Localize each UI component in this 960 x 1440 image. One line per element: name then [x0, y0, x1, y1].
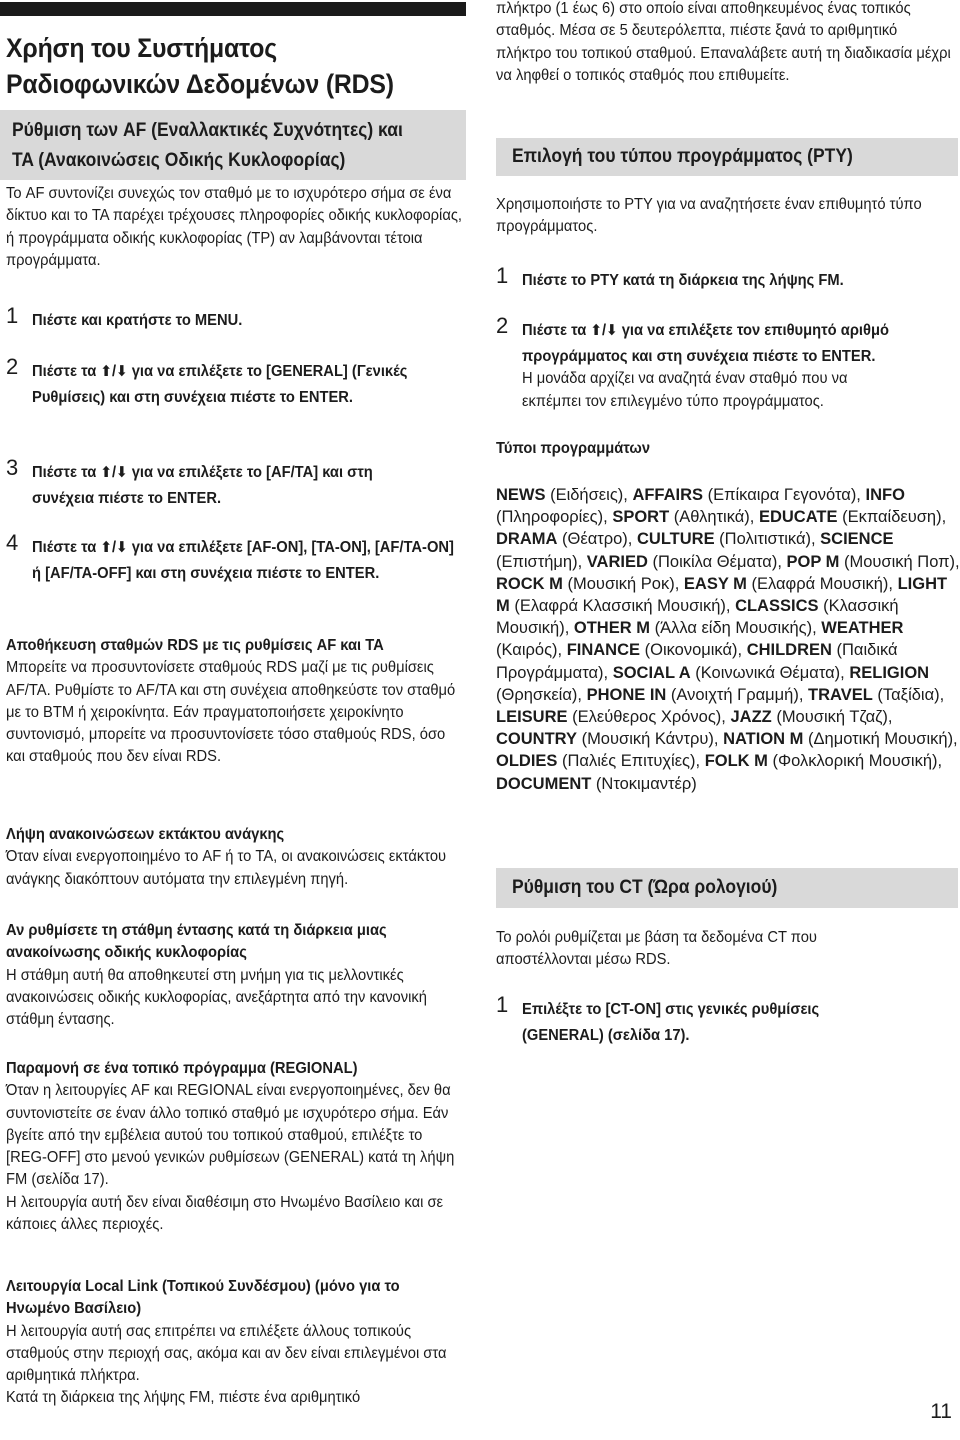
ct-heading-box	[496, 868, 958, 908]
program-type-desc: (Ελαφρά Κλασσική Μουσική),	[509, 597, 736, 616]
program-type-code: NEWS	[496, 486, 546, 504]
regional-section	[6, 1058, 462, 1236]
program-type-code: RELIGION	[849, 663, 930, 682]
program-type-desc: (Μουσική Ροκ),	[562, 574, 684, 593]
program-type-desc: (Παιδικά Προγράμματα),	[496, 641, 898, 682]
step-2-number: 2	[6, 354, 19, 379]
program-type-code: EDUCATE	[758, 508, 838, 527]
program-type-code: VARIED	[586, 552, 648, 571]
pty-intro: Χρησιμοποιήστε το PTY για να αναζητήσετε έναν επιθυμητό τύπο προγράμματος.	[496, 196, 922, 236]
program-type-desc: (Ντοκιμαντέρ)	[591, 774, 697, 793]
program-type-code: OTHER M	[573, 619, 650, 638]
program-type-desc: (Επίκαιρα Γεγονότα),	[703, 486, 866, 504]
program-type-code: FOLK M	[704, 752, 768, 771]
program-type-code: OLDIES	[496, 752, 558, 771]
program-type-code: INFO	[865, 486, 905, 504]
step-4-body: για να επιλέξετε [AF-ON], [TA-ON], [AF/TA-ON] ή [AF/TA-OFF] και στη συνέχεια πιέστε το ENTER.	[32, 539, 454, 582]
step-1-number: 1	[6, 303, 19, 328]
program-type-code: LEISURE	[496, 708, 568, 727]
step-1	[6, 303, 470, 336]
arrow-up-icon: ⬆	[100, 539, 112, 556]
arrow-separator: /	[111, 539, 117, 556]
program-type-desc: (Ποικίλα Θέματα),	[647, 552, 787, 571]
arrow-down-icon: ⬇	[116, 539, 128, 556]
program-type-desc: (Μουσική Ποπ),	[839, 552, 960, 571]
program-type-desc: (Ανοιχτή Γραμμή),	[666, 685, 809, 704]
store-body: Μπορείτε να προσυντονίσετε σταθμούς RDS μαζί με τις ρυθμίσεις AF/TA. Ρυθμίστε το AF/TA και στη συνέχεια αποθηκεύστε τον σταθμό με το BTM ή χειροκίνητα. Εάν πραγματοποιήσετε χειροκίνητο συντονισμό, μπορείτε να προσυντονίσετε τόσο σταθμούς RDS, όσο και σταθμούς που δεν είναι RDS.	[6, 659, 456, 766]
pty-step-2-prefix: Πιέστε τα	[522, 322, 587, 339]
pty-step-2	[496, 313, 960, 416]
program-type-desc: (Πληροφορίες),	[496, 508, 613, 527]
pty-step-1	[496, 263, 960, 296]
header-bar	[0, 2, 466, 16]
ct-step-1-text: Επιλέξτε το [CT-ON] στις γενικές ρυθμίσεις (GENERAL) (σελίδα 17).	[522, 1001, 820, 1044]
program-type-code: PHONE IN	[586, 685, 667, 704]
program-type-desc: (Ελεύθερος Χρόνος),	[567, 708, 731, 727]
program-type-desc: (Παλιές Επιτυχίες),	[557, 752, 705, 771]
program-type-code: COUNTRY	[496, 730, 577, 749]
step-3-prefix: Πιέστε τα	[32, 464, 97, 481]
program-type-desc: (Κλασσική Μουσική),	[496, 597, 899, 638]
regional-heading: Παραμονή σε ένα τοπικό πρόγραμμα (REGIONAL)	[6, 1060, 358, 1077]
program-type-desc: (Εκπαίδευση),	[837, 508, 947, 527]
page-title: Χρήση του Συστήματος Ραδιοφωνικών Δεδομένων (RDS)	[6, 33, 394, 99]
local-link-body: Η λειτουργία αυτή σας επιτρέπει να επιλέξετε άλλους τοπικούς σταθμούς στην περιοχή σας, ακόμα και αν δεν είναι επιλεγμένοι στα αριθμητικά πλήκτρα.	[6, 1322, 447, 1385]
step-3-number: 3	[6, 455, 19, 480]
program-type-code: JAZZ	[730, 708, 772, 727]
pty-step-1-text: Πιέστε το PTY κατά τη διάρκεια της λήψης FM.	[522, 272, 844, 289]
program-type-desc: (Φολκλορική Μουσική),	[767, 752, 943, 771]
program-type-desc: (Άλλα είδη Μουσικής),	[649, 619, 822, 638]
pty-heading: Επιλογή του τύπου προγράμματος (PTY)	[512, 146, 853, 167]
arrow-down-icon: ⬇	[606, 322, 618, 339]
step-3	[6, 455, 470, 512]
step-4-prefix: Πιέστε τα	[32, 539, 97, 556]
arrow-up-icon: ⬆	[590, 322, 602, 339]
ct-intro: Το ρολόι ρυθμίζεται με βάση τα δεδομένα CT που αποστέλλονται μέσω RDS.	[496, 929, 817, 969]
program-type-desc: (Δημοτική Μουσική),	[803, 730, 958, 749]
arrow-separator: /	[601, 322, 607, 339]
af-ta-heading-box	[0, 110, 466, 180]
local-link-section	[6, 1276, 462, 1410]
step-4	[6, 530, 470, 613]
arrow-up-icon: ⬆	[100, 464, 112, 481]
program-types-list	[496, 484, 960, 795]
step-2-prefix: Πιέστε τα	[32, 363, 97, 380]
regional-body-2: Η λειτουργία αυτή δεν είναι διαθέσιμη στο Ηνωμένο Βασίλειο και σε κάποιες άλλες περιοχές.	[6, 1193, 444, 1234]
program-type-code: ROCK M	[496, 574, 563, 593]
pty-step-2-sub: Η μονάδα αρχίζει να αναζητά έναν σταθμό που να εκπέμπει τον επιλεγμένο τύπο προγράμματος.	[522, 370, 848, 410]
program-type-desc: (Ειδήσεις),	[545, 486, 633, 504]
program-type-code: DRAMA	[496, 530, 558, 549]
ct-step-1	[496, 992, 960, 1055]
program-type-desc: (Πολιτιστικά),	[714, 530, 821, 549]
ct-step-1-number: 1	[496, 992, 509, 1017]
program-type-code: SCIENCE	[820, 530, 894, 549]
program-type-code: LIGHT M	[496, 574, 948, 616]
step-1-text: Πιέστε και κρατήστε το MENU.	[32, 312, 243, 329]
volume-body: Η στάθμη αυτή θα αποθηκευτεί στη μνήμη για τις μελλοντικές ανακοινώσεις οδικής κυκλοφορίας, ανεξάρτητα από την κανονική στάθμη έντασης.	[6, 966, 427, 1029]
emergency-body: Όταν είναι ενεργοποιημένο το AF ή το TA, οι ανακοινώσεις εκτάκτου ανάγκης διακόπτουν αυτόματα την επιλεγμένη πηγή.	[6, 848, 447, 888]
pty-heading-box	[496, 138, 958, 176]
pty-step-1-number: 1	[496, 263, 509, 288]
program-type-code: DOCUMENT	[496, 774, 592, 793]
program-type-desc: (Κοινωνικά Θέματα),	[690, 663, 850, 682]
local-link-heading: Λειτουργία Local Link (Τοπικού Συνδέσμου) (μόνο για το Ηνωμένο Βασίλειο)	[6, 1278, 400, 1318]
volume-heading: Αν ρυθμίσετε τη στάθμη έντασης κατά τη διάρκεια μιας ανακοίνωσης οδικής κυκλοφορίας	[6, 922, 387, 962]
step-2	[6, 354, 470, 437]
arrow-down-icon: ⬇	[116, 464, 128, 481]
step-3-text	[32, 460, 391, 511]
step-2-text	[32, 359, 464, 410]
page-number: 11	[930, 1400, 952, 1423]
program-type-code: CHILDREN	[746, 641, 832, 660]
program-type-code: POP M	[786, 552, 840, 571]
pty-step-2-body: για να επιλέξετε τον επιθυμητό αριθμό προγράμματος και στη συνέχεια πιέστε το ENTER.	[522, 322, 889, 365]
pty-step-2-text	[522, 318, 954, 369]
store-heading: Αποθήκευση σταθμών RDS με τις ρυθμίσεις AF και TA	[6, 637, 384, 654]
program-type-desc: (Επιστήμη),	[496, 552, 587, 571]
program-type-code: CLASSICS	[735, 597, 819, 616]
regional-body: Όταν η λειτουργίες AF και REGIONAL είναι ενεργοποιημένες, δεν θα συντονιστείτε σε έναν άλλο τοπικό σταθμό με ισχυρότερο σήμα. Εάν βγείτε από την εμβέλεια αυτού του τοπικού σταθμού, επιλέξτε το [REG-OFF] στο μενού γενικών ρυθμίσεων (GENERAL) κατά τη λήψη FM (σελίδα 17).	[6, 1082, 455, 1189]
program-type-desc: (Θρησκεία),	[496, 685, 587, 704]
program-type-code: TRAVEL	[808, 685, 873, 704]
af-ta-heading: Ρύθμιση των AF (Εναλλακτικές Συχνότητες) και TA (Ανακοινώσεις Οδικής Κυκλοφορίας)	[12, 120, 403, 171]
program-type-desc: (Καιρός),	[496, 641, 567, 660]
arrow-separator: /	[111, 363, 117, 380]
pty-step-2-number: 2	[496, 313, 509, 338]
program-type-code: CULTURE	[636, 530, 715, 549]
program-type-code: SPORT	[612, 508, 670, 527]
arrow-separator: /	[111, 464, 117, 481]
arrow-up-icon: ⬆	[100, 363, 112, 380]
emergency-heading: Λήψη ανακοινώσεων εκτάκτου ανάγκης	[6, 826, 285, 843]
program-type-desc: (Θέατρο),	[557, 530, 637, 549]
volume-section	[6, 920, 462, 1031]
program-type-code: WEATHER	[821, 619, 904, 638]
ct-heading: Ρύθμιση του CT (Ώρα ρολογιού)	[512, 877, 778, 898]
step-4-text	[32, 535, 464, 586]
local-link-continued: πλήκτρο (1 έως 6) στο οποίο είναι αποθηκευμένος ένας τοπικός σταθμός. Μέσα σε 5 δευτερόλεπτα, πιέστε ξανά το αριθμητικό πλήκτρο του τοπικού σταθμού. Επαναλάβετε αυτή τη διαδικασία μέχρι να ληφθεί ο τοπικός σταθμός που επιθυμείτε.	[496, 0, 951, 84]
arrow-down-icon: ⬇	[116, 363, 128, 380]
program-type-desc: (Ελαφρά Μουσική),	[746, 574, 898, 593]
program-type-code: AFFAIRS	[632, 486, 704, 504]
af-ta-intro: Το AF συντονίζει συνεχώς τον σταθμό με το ισχυρότερο σήμα σε ένα δίκτυο και το TA παρέχει τρέχουσες πληροφορίες οδικής κυκλοφορίας, ή προγράμματα οδικής κυκλοφορίας (TP) αν λαμβάνονται τέτοια προγράμματα.	[6, 185, 463, 269]
program-type-desc: (Ταξίδια),	[872, 685, 945, 704]
program-type-desc: (Οικονομικά),	[640, 641, 747, 660]
program-type-code: NATION M	[723, 730, 804, 749]
program-type-desc: (Μουσική Κάντρυ),	[576, 730, 724, 749]
program-type-code: SOCIAL A	[612, 663, 691, 682]
step-4-number: 4	[6, 530, 19, 555]
program-types-heading: Τύποι προγραμμάτων	[496, 440, 651, 457]
program-type-desc: (Αθλητικά),	[669, 508, 759, 527]
local-link-body-2: Κατά τη διάρκεια της λήψης FM, πιέστε ένα αριθμητικό	[6, 1389, 361, 1407]
program-type-code: EASY M	[683, 574, 747, 593]
program-type-code: FINANCE	[566, 641, 641, 660]
store-section	[6, 635, 462, 769]
emergency-section	[6, 824, 466, 891]
program-type-desc: (Μουσική Τζαζ),	[771, 708, 893, 727]
step-3-body: για να επιλέξετε το [AF/TA] και στη συνέχεια πιέστε το ENTER.	[32, 464, 373, 507]
step-2-body: για να επιλέξετε το [GENERAL] (Γενικές Ρυθμίσεις) και στη συνέχεια πιέστε το ENTER.	[32, 363, 408, 406]
